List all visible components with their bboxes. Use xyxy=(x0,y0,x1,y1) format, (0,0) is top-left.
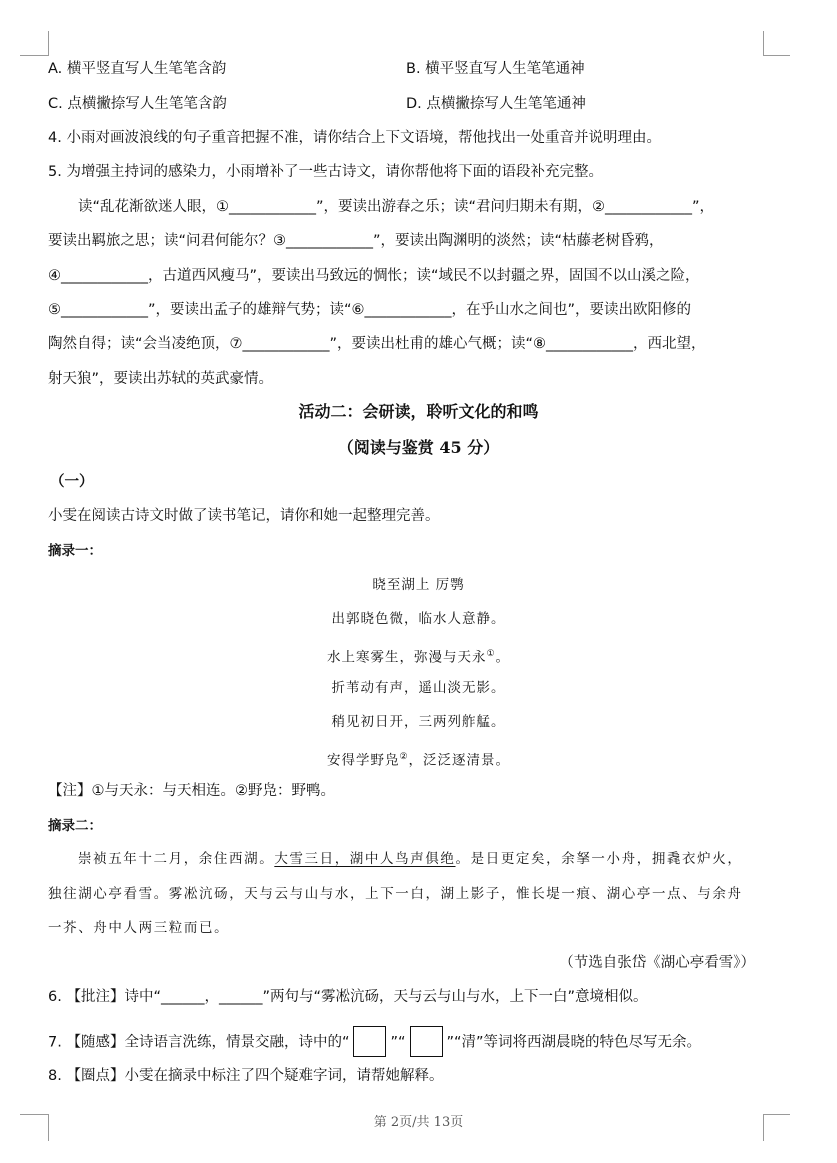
poem-line-rest: ，泛泛逐清景。 xyxy=(408,752,511,769)
option-a: A. 横平竖直写人生笔笔含韵 xyxy=(48,61,227,77)
option-d: D. 点横撇捺写人生笔笔通神 xyxy=(406,96,586,112)
question-7 xyxy=(48,1027,701,1058)
q7-text: ”“清”等词将西湖晨晓的特色尽写无余。 xyxy=(446,1034,702,1051)
poem-line-punct: 。 xyxy=(495,649,511,666)
passage-line: 射天狼”，要读出苏轼的英武豪情。 xyxy=(48,371,274,387)
question-6: 6. 【批注】诗中“______，______”两句与“雾凇沆砀，天与云与山与水，上下一白”意境相似。 xyxy=(48,989,648,1005)
excerpt-2-label: 摘录二： xyxy=(48,818,102,834)
crop-mark-top-left xyxy=(20,31,49,56)
q7-text: 7. 【随感】全诗语言洗练，情景交融，诗中的“ xyxy=(48,1034,350,1051)
poem-line xyxy=(0,747,837,771)
poem-title: 晓至湖上 厉鹗 xyxy=(372,577,465,593)
option-c: C. 点横撇捺写人生笔笔含韵 xyxy=(48,96,227,112)
prose-line: 独往湖心亭看雪。雾凇沆砀，天与云与山与水，上下一白，湖上影子，惟长堤一痕、湖心亭一点、与余舟 xyxy=(48,886,743,902)
poem-line xyxy=(0,644,837,668)
passage-line: 陶然自得；读“会当凌绝顶，⑦____________”，要读出杜甫的雄心气概；读“⑧____________，西北望， xyxy=(48,336,706,352)
question-5: 5. 为增强主持词的感染力，小雨增补了一些古诗文，请你帮他将下面的语段补充完整。 xyxy=(48,164,603,180)
poem-line-text: 安得学野凫 xyxy=(326,752,400,769)
page-footer: 第 2页/共 13页 xyxy=(373,1115,464,1130)
excerpt-source: （节选自张岱《湖心亭看雪》） xyxy=(559,955,755,971)
poem-note: 【注】①与天永：与天相连。②野凫：野鸭。 xyxy=(48,783,335,799)
question-8: 8. 【圈点】小雯在摘录中标注了四个疑难字词，请帮她解释。 xyxy=(48,1068,444,1084)
footnote-mark: ① xyxy=(486,649,496,659)
poem-line: 稍见初日开，三两列舴艋。 xyxy=(331,714,506,730)
activity-title: 活动二：会研读，聆听文化的和鸣 xyxy=(298,402,539,421)
passage-line: ⑤____________”，要读出孟子的雄辩气势；读“⑥____________，在乎山水之间也”，要读出欧阳修的 xyxy=(48,302,692,318)
crop-mark-top-right xyxy=(763,31,790,56)
prose-line: 一芥、舟中人两三粒而已。 xyxy=(48,920,230,936)
footnote-mark: ② xyxy=(399,752,409,762)
passage-line: ④____________，古道西风瘦马”，要读出马致远的惆怅；读“域民不以封疆之界，固国不以山溪之险， xyxy=(48,268,700,284)
prose-line xyxy=(78,849,742,869)
poem-line-text: 水上寒雾生，弥漫与天永 xyxy=(326,649,487,666)
question-4: 4. 小雨对画波浪线的句子重音把握不准，请你结合上下文语境，帮他找出一处重音并说明理由。 xyxy=(48,130,661,146)
intro-text: 小雯在阅读古诗文时做了读书笔记，请你和她一起整理完善。 xyxy=(48,508,440,524)
underlined-sentence: 大雪三日，湖中人鸟声俱绝 xyxy=(274,851,456,867)
option-b: B. 横平竖直写人生笔笔通神 xyxy=(406,61,585,77)
excerpt-1-label: 摘录一： xyxy=(48,543,102,559)
prose-text: 崇祯五年十二月，余住西湖。 xyxy=(78,851,275,867)
poem-line: 折苇动有声，遥山淡无影。 xyxy=(331,680,506,696)
poem-line: 出郭晓色微，临水人意静。 xyxy=(331,611,506,627)
activity-subtitle: （阅读与鉴赏 45 分） xyxy=(337,438,500,457)
q7-text: ”“ xyxy=(390,1034,406,1051)
answer-box[interactable] xyxy=(353,1026,386,1057)
prose-text: 。是日更定矣，余拏一小舟，拥毳衣炉火， xyxy=(455,851,743,867)
answer-box[interactable] xyxy=(410,1026,443,1057)
section-one-label: （一） xyxy=(50,474,94,490)
passage-line: 读“乱花渐欲迷人眼，①____________”，要读出游春之乐；读“君问归期未有期，②____________”， xyxy=(78,199,715,215)
passage-line: 要读出羁旅之思；读“问君何能尔？③____________”，要读出陶渊明的淡然；读“枯藤老树昏鸦， xyxy=(48,233,664,249)
